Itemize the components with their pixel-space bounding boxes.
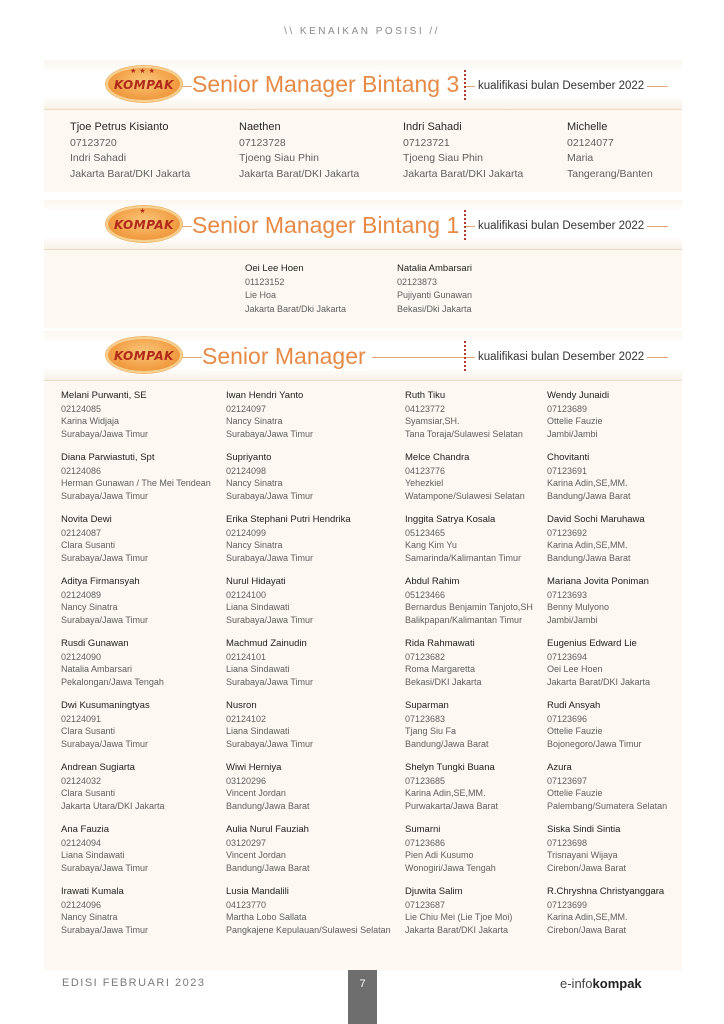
person-id: 07123728 — [239, 136, 286, 149]
person-location: Surabaya/Jawa Timur — [226, 428, 314, 439]
person-location: Bojonegoro/Jawa Timur — [547, 738, 642, 749]
person-location: Palembang/Sumatera Selatan — [547, 800, 668, 811]
person-sponsor: Liana Sindawati — [226, 602, 290, 612]
person-entry — [567, 120, 653, 182]
person-name: Rudi Ansyah — [547, 700, 601, 711]
person-sponsor: Liana Sindawati — [61, 850, 125, 860]
person-id: 03120297 — [226, 837, 267, 848]
person-id: 02124099 — [226, 527, 267, 538]
person-id: 02124094 — [61, 837, 102, 848]
person-sponsor: Ottelie Fauzie — [547, 416, 603, 426]
person-id: 07123686 — [405, 837, 446, 848]
person-name: Diana Parwiastuti, Spt — [61, 452, 155, 463]
person-id: 07123683 — [405, 713, 446, 724]
person-name: Natalia Ambarsari — [397, 263, 472, 274]
person-sponsor: Ottelie Fauzie — [547, 788, 603, 798]
person-id: 02124085 — [61, 403, 102, 414]
person-location: Bandung/Jawa Barat — [405, 738, 489, 749]
person-sponsor: Tjoeng Siau Phin — [239, 152, 319, 164]
person-id: 04123772 — [405, 403, 446, 414]
person-entry — [547, 886, 664, 936]
person-sponsor: Karina Adin,SE,MM. — [547, 478, 628, 488]
person-entry — [405, 576, 533, 626]
person-location: Surabaya/Jawa Timur — [226, 490, 314, 501]
person-name: Indri Sahadi — [403, 121, 462, 133]
person-entry — [245, 262, 346, 316]
person-entry — [547, 576, 649, 626]
person-entry — [61, 576, 148, 626]
person-location: Surabaya/Jawa Timur — [61, 924, 149, 935]
person-location: Surabaya/Jawa Timur — [61, 490, 149, 501]
person-sponsor: Herman Gunawan / The Mei Tendean — [61, 478, 211, 488]
person-name: Melce Chandra — [405, 452, 470, 463]
person-location: Surabaya/Jawa Timur — [226, 676, 314, 687]
person-name: Machmud Zainudin — [226, 638, 307, 649]
person-id: 07123685 — [405, 775, 446, 786]
person-id: 07123691 — [547, 465, 588, 476]
person-name: Abdul Rahim — [405, 576, 460, 587]
person-id: 02124087 — [61, 527, 102, 538]
person-name: Sumarni — [405, 824, 441, 835]
person-sponsor: Tjang Siu Fa — [405, 726, 457, 736]
person-location: Jambi/Jambi — [547, 428, 598, 439]
band-title: Senior Manager Bintang 3 — [192, 71, 465, 98]
person-location: Jakarta Barat/DKI Jakarta — [239, 167, 360, 180]
person-sponsor: Nancy Sinatra — [226, 478, 283, 488]
band-separator — [464, 341, 466, 371]
person-sponsor: Karina Adin,SE,MM. — [547, 540, 628, 550]
person-location: Jakarta Barat/DKI Jakarta — [403, 167, 524, 180]
person-name: Chovitanti — [547, 452, 590, 463]
person-location: Jakarta Utara/DKI Jakarta — [61, 800, 165, 811]
person-sponsor: Karina Adin,SE,MM. — [547, 912, 628, 922]
person-sponsor: Clara Susanti — [61, 540, 116, 550]
kompak-logo — [106, 66, 182, 102]
person-sponsor: Natalia Ambarsari — [61, 664, 133, 674]
person-name: Wendy Junaidi — [547, 390, 610, 401]
person-sponsor: Tjoeng Siau Phin — [403, 152, 483, 164]
person-location: Bekasi/DKI Jakarta — [405, 676, 482, 687]
person-location: Surabaya/Jawa Timur — [61, 552, 149, 563]
person-id: 07123699 — [547, 899, 588, 910]
person-entry — [70, 120, 190, 182]
person-location: Jakarta Barat/Dki Jakarta — [245, 303, 347, 314]
kompak-logo — [106, 206, 182, 242]
person-name: Siska Sindi Sintia — [547, 824, 621, 835]
edition-label: EDISI FEBRUARI 2023 — [62, 977, 206, 989]
person-sponsor: Pujiyanti Gunawan — [397, 290, 473, 300]
person-entry — [61, 700, 150, 750]
person-id: 02124086 — [61, 465, 102, 476]
band-separator — [464, 70, 466, 100]
person-entry — [226, 514, 351, 564]
person-name: Nusron — [226, 700, 257, 711]
person-sponsor: Oei Lee Hoen — [547, 664, 603, 674]
person-entry — [405, 700, 489, 750]
person-location: Bekasi/Dki Jakarta — [397, 303, 472, 314]
person-name: Erika Stephani Putri Hendrika — [226, 514, 351, 525]
logo-stars: ★★★ — [130, 68, 158, 75]
person-sponsor: Trisnayani Wijaya — [547, 850, 618, 860]
person-sponsor: Ottelie Fauzie — [547, 726, 603, 736]
person-id: 07123687 — [405, 899, 446, 910]
person-id: 07123697 — [547, 775, 588, 786]
page-number-box — [348, 970, 377, 1024]
logo-text: KOMPAK — [114, 349, 174, 363]
person-id: 03120296 — [226, 775, 267, 786]
person-entry — [547, 762, 667, 812]
page-number: 7 — [359, 978, 366, 990]
person-location: Bandung/Jawa Barat — [226, 800, 310, 811]
person-name: Wiwi Herniya — [226, 762, 282, 773]
person-entry — [405, 886, 512, 936]
person-sponsor: Nancy Sinatra — [226, 416, 283, 426]
person-location: Bandung/Jawa Barat — [547, 552, 631, 563]
person-location: Surabaya/Jawa Timur — [61, 428, 149, 439]
person-sponsor: Vincent Jordan — [226, 850, 286, 860]
section-header: \\ KENAIKAN POSISI // — [284, 26, 440, 37]
person-entry — [547, 700, 642, 750]
person-location: Wonogiri/Jawa Tengah — [405, 862, 496, 873]
person-entry — [405, 824, 496, 874]
person-location: Samarinda/Kalimantan Timur — [405, 552, 522, 563]
person-sponsor: Lie Hoa — [245, 290, 277, 300]
person-id: 02123873 — [397, 276, 438, 287]
person-id: 02124102 — [226, 713, 267, 724]
person-location: Jakarta Barat/DKI Jakarta — [405, 924, 509, 935]
person-location: Bandung/Jawa Barat — [547, 490, 631, 501]
section-bintang-1-background — [44, 250, 682, 328]
person-location: Jambi/Jambi — [547, 614, 598, 625]
person-location: Pangkajene Kepulauan/Sulawesi Selatan — [226, 924, 391, 935]
person-name: Lusia Mandalili — [226, 886, 289, 897]
person-name: Aulia Nurul Fauziah — [226, 824, 309, 835]
person-entry — [547, 824, 626, 874]
person-location: Balikpapan/Kalimantan Timur — [405, 614, 523, 625]
person-entry — [397, 262, 472, 316]
person-id: 07123698 — [547, 837, 588, 848]
person-id: 02124097 — [226, 403, 267, 414]
person-name: Michelle — [567, 121, 608, 133]
person-location: Surabaya/Jawa Timur — [226, 738, 314, 749]
qualification-label: kualifikasi bulan Desember 2022 — [475, 220, 647, 232]
person-name: Rida Rahmawati — [405, 638, 475, 649]
person-location: Surabaya/Jawa Timur — [61, 614, 149, 625]
person-sponsor: Yehezkiel — [405, 478, 444, 488]
person-sponsor: Martha Lobo Sallata — [226, 912, 307, 922]
person-sponsor: Nancy Sinatra — [226, 540, 283, 550]
person-entry — [405, 638, 482, 688]
logo-text: KOMPAK — [114, 78, 174, 92]
person-entry — [61, 390, 148, 440]
person-name: Naethen — [239, 121, 281, 133]
person-id: 07123720 — [70, 136, 117, 149]
person-entry — [226, 576, 313, 626]
person-entry — [405, 762, 498, 812]
person-entry — [226, 886, 391, 936]
person-entry — [403, 120, 523, 182]
person-sponsor: Indri Sahadi — [70, 152, 127, 164]
person-sponsor: Liana Sindawati — [226, 664, 290, 674]
person-name: Dwi Kusumaningtyas — [61, 700, 150, 711]
person-id: 02124090 — [61, 651, 102, 662]
person-id: 05123466 — [405, 589, 446, 600]
person-name: Novita Dewi — [61, 514, 112, 525]
kompak-logo — [106, 337, 182, 373]
person-sponsor: Nancy Sinatra — [61, 602, 118, 612]
person-name: Ruth Tiku — [405, 390, 446, 401]
person-name: Rusdi Gunawan — [61, 638, 129, 649]
person-location: Bandung/Jawa Barat — [226, 862, 310, 873]
person-id: 02124077 — [567, 136, 614, 149]
person-name: Melani Purwanti, SE — [61, 390, 147, 401]
person-name: Shelyn Tungki Buana — [405, 762, 495, 773]
band-title: Senior Manager — [202, 343, 372, 370]
person-entry — [547, 390, 609, 440]
person-id: 04123770 — [226, 899, 267, 910]
person-id: 07123696 — [547, 713, 588, 724]
person-location: Surabaya/Jawa Timur — [61, 738, 149, 749]
band-bintang-3 — [44, 60, 682, 110]
person-sponsor: Pien Adi Kusumo — [405, 850, 474, 860]
person-id: 07123721 — [403, 136, 450, 149]
person-sponsor: Benny Mulyono — [547, 602, 610, 612]
person-location: Pekalongan/Jawa Tengah — [61, 676, 164, 687]
person-entry — [226, 762, 310, 812]
person-entry — [226, 390, 313, 440]
person-entry — [405, 452, 525, 502]
person-location: Surabaya/Jawa Timur — [61, 862, 149, 873]
person-id: 02124089 — [61, 589, 102, 600]
person-entry — [61, 638, 164, 688]
person-name: Inggita Satrya Kosala — [405, 514, 496, 525]
person-id: 02124091 — [61, 713, 102, 724]
logo-text: KOMPAK — [114, 218, 174, 232]
person-name: Irawati Kumala — [61, 886, 124, 897]
person-name: Eugenius Edward Lie — [547, 638, 637, 649]
person-entry — [547, 452, 631, 502]
person-sponsor: Bernardus Benjamin Tanjoto,SH — [405, 602, 533, 612]
person-location: Surabaya/Jawa Timur — [226, 552, 314, 563]
qualification-label: kualifikasi bulan Desember 2022 — [475, 80, 647, 92]
person-entry — [239, 120, 359, 182]
person-location: Surabaya/Jawa Timur — [226, 614, 314, 625]
person-name: Azura — [547, 762, 572, 773]
person-entry — [226, 700, 313, 750]
person-sponsor: Kang Kim Yu — [405, 540, 457, 550]
person-sponsor: Syamsiar,SH. — [405, 416, 460, 426]
person-name: Ana Fauzia — [61, 824, 110, 835]
person-name: Suparman — [405, 700, 449, 711]
person-sponsor: Vincent Jordan — [226, 788, 286, 798]
band-title: Senior Manager Bintang 1 — [192, 212, 465, 239]
person-entry — [405, 390, 523, 440]
person-id: 02124101 — [226, 651, 267, 662]
person-sponsor: Nancy Sinatra — [61, 912, 118, 922]
band-bintang-1 — [44, 200, 682, 250]
person-id: 01123152 — [245, 276, 285, 287]
person-id: 07123689 — [547, 403, 588, 414]
person-sponsor: Karina Adin,SE,MM. — [405, 788, 486, 798]
qualification-label: kualifikasi bulan Desember 2022 — [475, 351, 647, 363]
person-entry — [61, 514, 148, 564]
brand-wordmark — [560, 976, 642, 991]
person-name: Iwan Hendri Yanto — [226, 390, 304, 401]
person-entry — [61, 824, 148, 874]
person-id: 02124032 — [61, 775, 102, 786]
person-id: 02124100 — [226, 589, 267, 600]
person-entry — [226, 452, 313, 502]
person-name: Aditya Firmansyah — [61, 576, 140, 587]
person-id: 07123693 — [547, 589, 588, 600]
person-name: Tjoe Petrus Kisianto — [70, 121, 169, 133]
brand-prefix: e-info — [560, 976, 593, 991]
person-location: Watampone/Sulawesi Selatan — [405, 490, 525, 501]
person-location: Tana Toraja/Sulawesi Selatan — [405, 428, 523, 439]
person-entry — [226, 824, 310, 874]
person-name: Andrean Sugiarta — [61, 762, 135, 773]
person-id: 07123694 — [547, 651, 588, 662]
person-entry — [61, 762, 165, 812]
person-id: 02124098 — [226, 465, 267, 476]
person-id: 04123776 — [405, 465, 446, 476]
person-location: Cirebon/Jawa Barat — [547, 862, 627, 873]
person-sponsor: Clara Susanti — [61, 788, 116, 798]
person-entry — [547, 638, 650, 688]
person-name: R.Chryshna Christyanggara — [547, 886, 665, 897]
person-name: Nurul Hidayati — [226, 576, 286, 587]
person-id: 07123682 — [405, 651, 446, 662]
person-location: Tangerang/Banten — [567, 167, 653, 180]
person-id: 05123465 — [405, 527, 446, 538]
person-entry — [226, 638, 313, 688]
person-entry — [61, 452, 211, 502]
person-location: Jakarta Barat/DKI Jakarta — [70, 167, 191, 180]
person-sponsor: Maria — [567, 152, 594, 164]
person-entry — [61, 886, 148, 936]
band-senior-manager — [44, 331, 682, 381]
person-location: Jakarta Barat/DKI Jakarta — [547, 676, 651, 687]
person-name: Mariana Jovita Poniman — [547, 576, 649, 587]
person-name: Djuwita Salim — [405, 886, 463, 897]
person-sponsor: Roma Margaretta — [405, 664, 476, 674]
person-name: David Sochi Maruhawa — [547, 514, 645, 525]
person-location: Cirebon/Jawa Barat — [547, 924, 627, 935]
band-separator — [464, 210, 466, 240]
person-entry — [547, 514, 645, 564]
person-id: 02124096 — [61, 899, 102, 910]
person-name: Oei Lee Hoen — [245, 263, 304, 274]
person-sponsor: Liana Sindawati — [226, 726, 290, 736]
person-sponsor: Lie Chiu Mei (Lie Tjoe Moi) — [405, 912, 513, 922]
person-id: 07123692 — [547, 527, 588, 538]
person-location: Purwakarta/Jawa Barat — [405, 800, 499, 811]
logo-stars: ★ — [139, 208, 149, 215]
brand-bold: kompak — [592, 976, 642, 991]
person-sponsor: Karina Widjaja — [61, 416, 120, 426]
person-entry — [405, 514, 521, 564]
person-sponsor: Clara Susanti — [61, 726, 116, 736]
person-name: Supriyanto — [226, 452, 272, 463]
